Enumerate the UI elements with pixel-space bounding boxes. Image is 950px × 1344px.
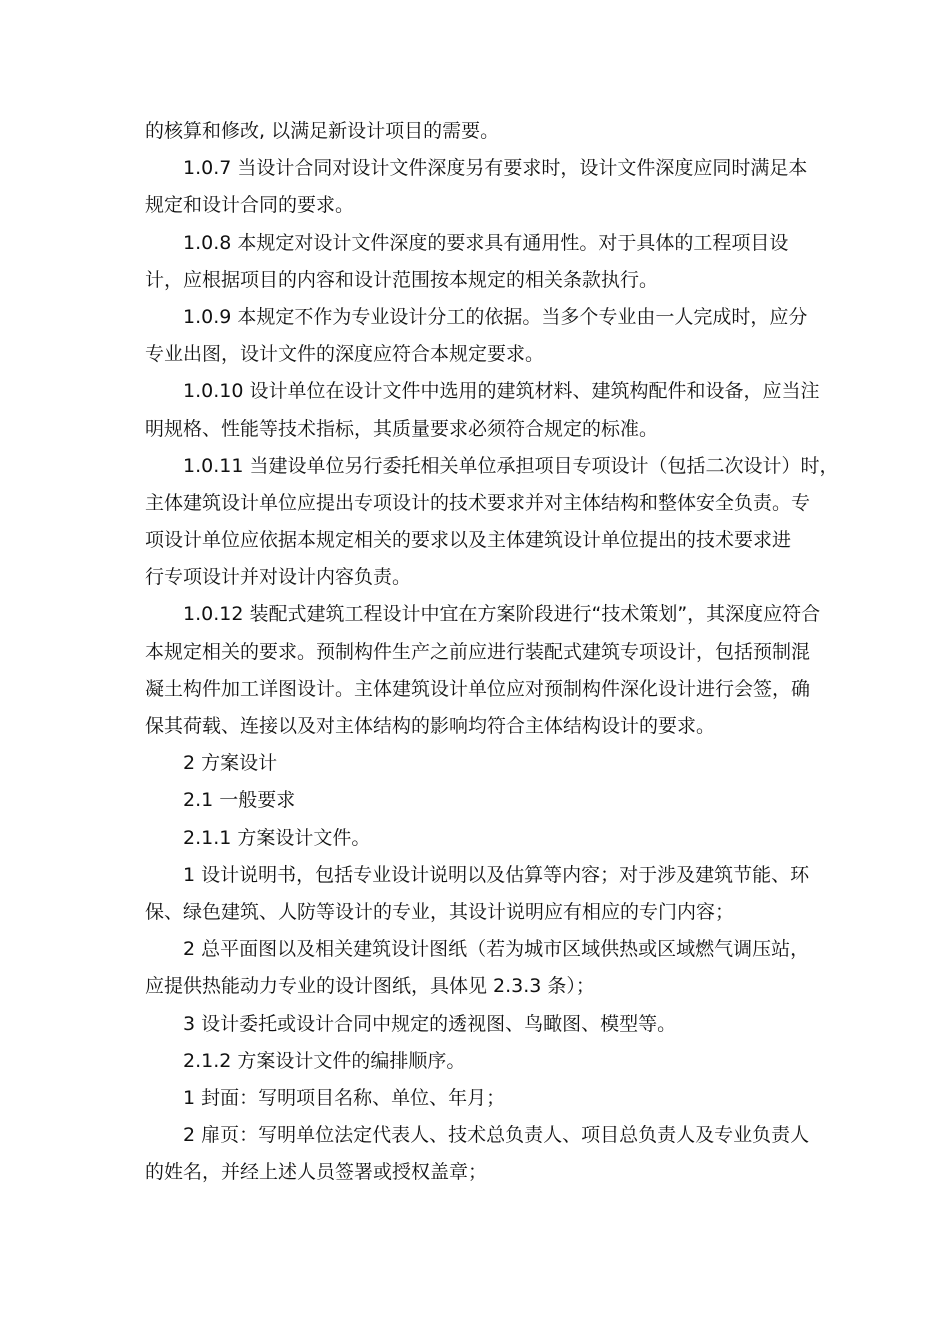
text-line: 1.0.8 本规定对设计文件深度的要求具有通用性。对于具体的工程项目设	[183, 231, 789, 254]
text-line: 1 封面：写明项目名称、单位、年月；	[183, 1086, 506, 1109]
text-line: 的核算和修改, 以满足新设计项目的需要。	[145, 120, 500, 142]
text-line: 保、绿色建筑、人防等设计的专业，其设计说明应有相应的专门内容；	[145, 900, 735, 923]
text-line: 行专项设计并对设计内容负责。	[145, 566, 412, 589]
text-line: 规定和设计合同的要求。	[145, 194, 355, 217]
text-line: 2.1 一般要求	[183, 789, 296, 812]
text-line: 凝土构件加工详图设计。主体建筑设计单位应对预制构件深化设计进行会签，确	[145, 677, 811, 700]
text-line: 3 设计委托或设计合同中规定的透视图、鸟瞰图、模型等。	[183, 1012, 677, 1035]
text-line: 1.0.9 本规定不作为专业设计分工的依据。当多个专业由一人完成时，应分	[183, 305, 808, 328]
text-line: 2 方案设计	[183, 752, 278, 775]
text-line: 主体建筑设计单位应提出专项设计的技术要求并对主体结构和整体安全负责。专	[145, 491, 811, 514]
text-line: 1.0.12 装配式建筑工程设计中宜在方案阶段进行“技术策划”，其深度应符合	[183, 603, 821, 626]
text-line: 明规格、性能等技术指标，其质量要求必须符合规定的标准。	[145, 417, 659, 440]
text-line: 专业出图，设计文件的深度应符合本规定要求。	[145, 343, 545, 366]
text-line: 1.0.10 设计单位在设计文件中选用的建筑材料、建筑构配件和设备，应当注	[183, 380, 820, 403]
text-line: 1.0.11 当建设单位另行委托相关单位承担项目专项设计（包括二次设计）时，	[183, 454, 839, 477]
text-line: 1 设计说明书，包括专业设计说明以及估算等内容；对于涉及建筑节能、环	[183, 863, 810, 886]
text-line: 保其荷载、连接以及对主体结构的影响均符合主体结构设计的要求。	[145, 715, 716, 737]
document-page	[145, 113, 839, 1191]
text-line: 2.1.1 方案设计文件。	[183, 826, 371, 849]
text-line: 的姓名，并经上述人员签署或授权盖章；	[145, 1161, 488, 1184]
text-line: 本规定相关的要求。预制构件生产之前应进行装配式建筑专项设计，包括预制混	[145, 640, 811, 663]
text-line: 2.1.2 方案设计文件的编排顺序。	[183, 1049, 466, 1072]
text-line: 应提供热能动力专业的设计图纸，具体见 2.3.3 条）；	[145, 975, 595, 998]
text-line: 项设计单位应依据本规定相关的要求以及主体建筑设计单位提出的技术要求进	[145, 529, 792, 552]
text-line: 1.0.7 当设计合同对设计文件深度另有要求时，设计文件深度应同时满足本	[183, 157, 808, 180]
text-line: 2 总平面图以及相关建筑设计图纸（若为城市区域供热或区域燃气调压站，	[183, 938, 810, 961]
text-line: 计，应根据项目的内容和设计范围按本规定的相关条款执行。	[145, 268, 659, 291]
text-line: 2 扉页：写明单位法定代表人、技术总负责人、项目总负责人及专业负责人	[183, 1124, 810, 1147]
